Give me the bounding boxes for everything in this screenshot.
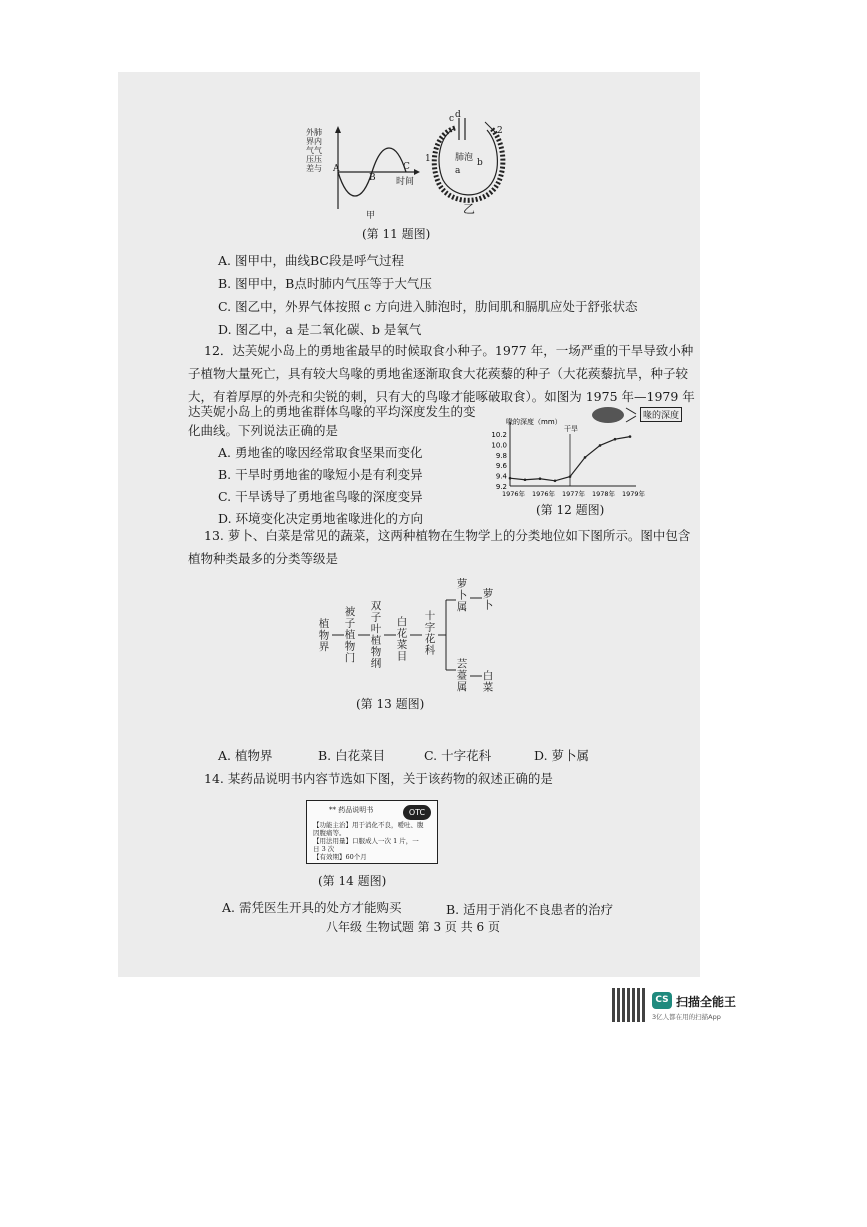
point-a: A: [333, 164, 340, 174]
scanner-name: 扫描全能王: [676, 995, 737, 1009]
caption-12: (第 12 题图): [536, 503, 605, 517]
point-c: C: [403, 162, 410, 172]
data-point: [629, 435, 632, 438]
beak-label: 喙的深度: [640, 407, 682, 422]
q12-option-a: A. 勇地雀的喙因经常取食坚果而变化: [218, 445, 423, 460]
data-point: [509, 477, 512, 480]
figure-11-yi: [425, 112, 515, 216]
scanner-subtitle: 3亿人都在用的扫描App: [652, 1013, 721, 1021]
caption-11: (第 11 题图): [362, 227, 431, 241]
point-b: B: [369, 173, 376, 183]
drug-label-line1: 【功能主治】用于消化不良，嗳吐、腹: [313, 821, 424, 829]
y-tick-label: 9.6: [495, 462, 507, 471]
x-axis-label: 时间: [396, 177, 415, 187]
drug-label-line3: 【用法用量】口服成人一次 1 片，一: [313, 837, 419, 845]
tree-class: 双子叶植物纲: [369, 600, 382, 669]
drug-label-figure: [306, 800, 438, 864]
label-1: 1: [425, 154, 431, 164]
data-point: [539, 477, 542, 480]
x-tick-label: 1977年: [562, 490, 586, 498]
y-tick-label: 10.0: [491, 441, 507, 450]
q12-stem-line1: 12．达芙妮小岛上的勇地雀最早的时候取食小种子。1977 年，一场严重的干旱导致小种: [204, 343, 694, 358]
q12-stem-line3: 大，有着厚厚的外壳和尖锐的刺，只有大的鸟喙才能啄破取食）。如图为 1975 年—1979 年: [188, 389, 695, 404]
q14-option-a: A. 需凭医生开具的处方才能购买: [222, 900, 402, 915]
alveolus-label: 肺泡: [455, 153, 474, 163]
page-footer: 八年级 生物试题 第 3 页 共 6 页: [326, 920, 500, 934]
q11-option-c: C. 图乙中，外界气体按照 c 方向进入肺泡时，肋间肌和膈肌应处于舒张状态: [218, 299, 638, 314]
scanner-logo: CS: [652, 992, 672, 1009]
data-point: [584, 456, 587, 459]
q13-option-c: C. 十字花科: [424, 748, 492, 763]
label-d: d: [455, 110, 461, 120]
q13-stem-line1: 13. 萝卜、白菜是常见的蔬菜，这两种植物在生物学上的分类地位如下图所示。图中包含: [204, 528, 691, 543]
figure-11-jia: [300, 124, 425, 224]
drug-label-line4: 日 3 次: [313, 845, 335, 853]
data-point: [599, 444, 602, 447]
drug-label-title: ** 药品说明书: [329, 806, 374, 814]
tree-order: 白花菜目: [395, 616, 408, 662]
tree-genus-top: 萝卜属: [455, 578, 468, 613]
drug-label-line5: 【有效期】60个月: [313, 853, 367, 861]
y-tick-label: 10.2: [491, 431, 507, 439]
x-tick-label: 1976年: [532, 490, 556, 498]
x-tick-label: 1979年: [622, 490, 646, 498]
q11-option-b: B. 图甲中，B点时肺内气压等于大气压: [218, 276, 432, 291]
q12-option-b: B. 干旱时勇地雀的喙短小是有利变异: [218, 467, 423, 482]
q11-option-a: A. 图甲中，曲线BC段是呼气过程: [218, 253, 404, 268]
y-tick-label: 9.2: [495, 483, 507, 491]
data-point: [554, 480, 557, 483]
y-axis-label: 外肺 界内 气气 压压 差与: [306, 128, 322, 173]
otc-badge: OTC: [403, 805, 431, 820]
tree-family: 十字花科: [423, 610, 436, 656]
caption-13: (第 13 题图): [356, 697, 425, 711]
caption-14: (第 14 题图): [318, 874, 387, 888]
tree-kingdom: 植物界: [317, 618, 330, 653]
label-a: a: [455, 166, 461, 176]
x-tick-label: 1976年: [502, 490, 526, 498]
q12-option-d: D. 环境变化决定勇地雀喙进化的方向: [218, 511, 424, 526]
drought-annotation: 干旱: [564, 425, 578, 433]
drug-label-line2: 因腹痛等。: [313, 829, 346, 837]
label-b: b: [477, 158, 483, 168]
figure-jia-name: 甲: [366, 211, 376, 221]
y-tick-label: 9.4: [495, 472, 507, 481]
data-point: [614, 438, 617, 441]
tree-species-top: 萝卜: [481, 588, 494, 611]
y-axis-label: 喙的深度（mm）: [506, 418, 562, 426]
tree-genus-bottom: 芸薹属: [455, 658, 468, 693]
data-point: [524, 478, 527, 481]
x-tick-label: 1978年: [592, 490, 616, 498]
q13-option-a: A. 植物界: [218, 748, 273, 763]
q11-option-d: D. 图乙中，a 是二氧化碳、b 是氧气: [218, 322, 422, 337]
y-tick-label: 9.8: [495, 451, 507, 460]
q13-stem-line2: 植物种类最多的分类等级是: [188, 551, 339, 566]
beak-depth-chart: [480, 414, 646, 504]
tree-phylum: 被子植物门: [343, 606, 356, 664]
q13-option-b: B. 白花菜目: [318, 748, 386, 763]
tree-species-bottom: 白菜: [481, 670, 494, 693]
q14-stem: 14. 某药品说明书内容节选如下图，关于该药物的叙述正确的是: [204, 771, 553, 786]
q12-option-c: C. 干旱诱导了勇地雀鸟喙的深度变异: [218, 489, 423, 504]
q13-option-d: D. 萝卜属: [534, 748, 590, 763]
q12-stem-line2: 子植物大量死亡，具有较大鸟喙的勇地雀逐渐取食大花蒺藜的种子（大花蒺藜抗旱，种子较: [188, 366, 689, 381]
figure-yi-name: 乙: [463, 202, 476, 216]
data-point: [569, 475, 572, 478]
qr-code: [612, 988, 646, 1022]
taxonomy-tree: [310, 578, 510, 693]
label-2: 2: [497, 126, 503, 136]
q12-stem-line4: 达芙妮小岛上的勇地雀群体鸟喙的平均深度发生的变: [188, 404, 476, 419]
q12-stem-line5: 化曲线。下列说法正确的是: [188, 423, 339, 438]
q14-option-b: B. 适用于消化不良患者的治疗: [446, 902, 614, 917]
label-c: c: [449, 114, 455, 124]
